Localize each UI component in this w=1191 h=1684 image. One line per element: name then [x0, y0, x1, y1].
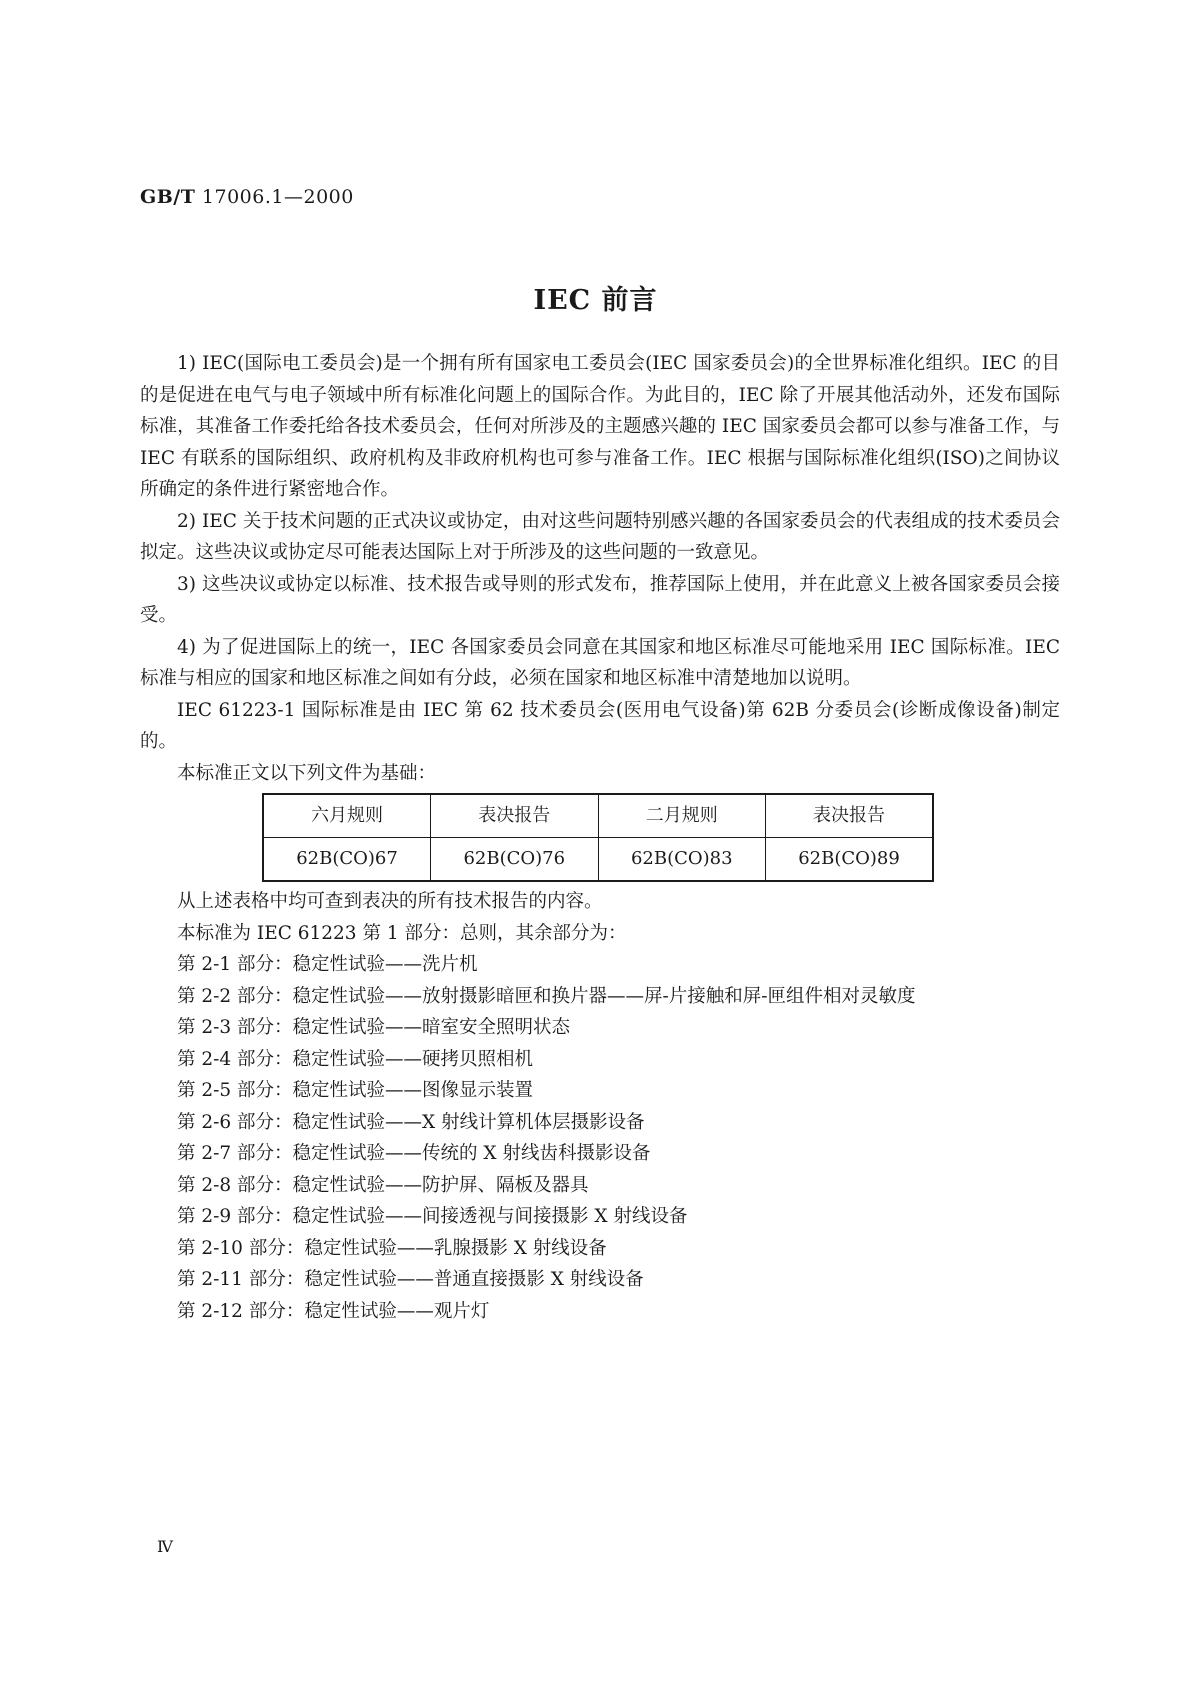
list-item: 第 2-5 部分：稳定性试验——图像显示装置	[177, 1080, 534, 1101]
page-title: IEC 前言	[533, 285, 658, 316]
table-header-cell: 二月规则	[598, 794, 766, 838]
list-item: 第 2-10 部分：稳定性试验——乳腺摄影 X 射线设备	[177, 1237, 607, 1259]
page-number: Ⅳ	[157, 1537, 173, 1556]
paragraph-2: 2) IEC 关于技术问题的正式决议或协定，由对这些问题特别感兴趣的各国家委员会的代表组成的技术委员会拟定。这些决议或协定尽可能表达国际上对于所涉及的这些问题的一致意见。	[140, 510, 1060, 563]
after-table-text-1: 从上述表格中均可查到表决的所有技术报告的内容。	[177, 891, 603, 912]
list-item: 第 2-4 部分：稳定性试验——硬拷贝照相机	[177, 1048, 534, 1070]
table-row	[263, 838, 933, 882]
document-basis-table	[262, 793, 934, 882]
paragraph-5: IEC 61223-1 国际标准是由 IEC 第 62 技术委员会(医用电气设备)第 62B 分委员会(诊断成像设备)制定的。	[140, 699, 1060, 752]
after-table-text-2: 本标准为 IEC 61223 第 1 部分：总则，其余部分为：	[177, 922, 627, 944]
list-item: 第 2-12 部分：稳定性试验——观片灯	[177, 1300, 490, 1322]
paragraph-1: 1) IEC(国际电工委员会)是一个拥有所有国家电工委员会(IEC 国家委员会)的全世界标准化组织。IEC 的目的是促进在电气与电子领域中所有标准化问题上的国际合作。为此目的，IEC 除了开展其他活动外，还发布国际标准，其准备工作委托给各技术委员会，任何对所涉及的主题感兴趣的 IEC 国家委员会都可以参与准备工作，与 IEC 有联系的国际组织、政府机构及非政府机构也可参与准备工作。IEC 根据与国际标准化组织(ISO)之间协议所确定的条件进行紧密地合作。	[140, 353, 1060, 500]
document-body	[140, 348, 1060, 1327]
list-item: 第 2-6 部分：稳定性试验——X 射线计算机体层摄影设备	[177, 1111, 645, 1133]
table-header-row	[263, 794, 933, 838]
standard-code: GB/T	[140, 186, 196, 208]
table-cell: 62B(CO)83	[598, 838, 766, 882]
list-item: 第 2-7 部分：稳定性试验——传统的 X 射线齿科摄影设备	[177, 1143, 651, 1164]
table-cell: 62B(CO)76	[431, 838, 599, 882]
paragraph-4: 4) 为了促进国际上的统一，IEC 各国家委员会同意在其国家和地区标准尽可能地采用 IEC 国际标准。IEC 标准与相应的国家和地区标准之间如有分歧，必须在国家和地区标准中清楚地加以说明。	[140, 636, 1060, 689]
table-header-cell: 表决报告	[766, 794, 934, 838]
table-cell: 62B(CO)89	[766, 838, 934, 882]
list-item: 第 2-9 部分：稳定性试验——间接透视与间接摄影 X 射线设备	[177, 1206, 688, 1227]
parts-list	[140, 949, 1060, 1327]
paragraph-6: 本标准正文以下列文件为基础：	[177, 762, 437, 784]
list-item: 第 2-2 部分：稳定性试验——放射摄影暗匣和换片器——屏-片接触和屏-匣组件相对灵敏度	[177, 985, 916, 1007]
table-header-cell: 六月规则	[263, 794, 431, 838]
list-item: 第 2-1 部分：稳定性试验——洗片机	[177, 954, 478, 975]
document-header	[140, 186, 354, 208]
list-item: 第 2-3 部分：稳定性试验——暗室安全照明状态	[177, 1017, 571, 1038]
list-item: 第 2-8 部分：稳定性试验——防护屏、隔板及器具	[177, 1174, 589, 1196]
table-header-cell: 表决报告	[431, 794, 599, 838]
list-item: 第 2-11 部分：稳定性试验——普通直接摄影 X 射线设备	[177, 1269, 644, 1290]
table-cell: 62B(CO)67	[263, 838, 431, 882]
standard-number: 17006.1—2000	[201, 186, 354, 208]
paragraph-3: 3) 这些决议或协定以标准、技术报告或导则的形式发布，推荐国际上使用，并在此意义上被各国家委员会接受。	[140, 573, 1060, 626]
